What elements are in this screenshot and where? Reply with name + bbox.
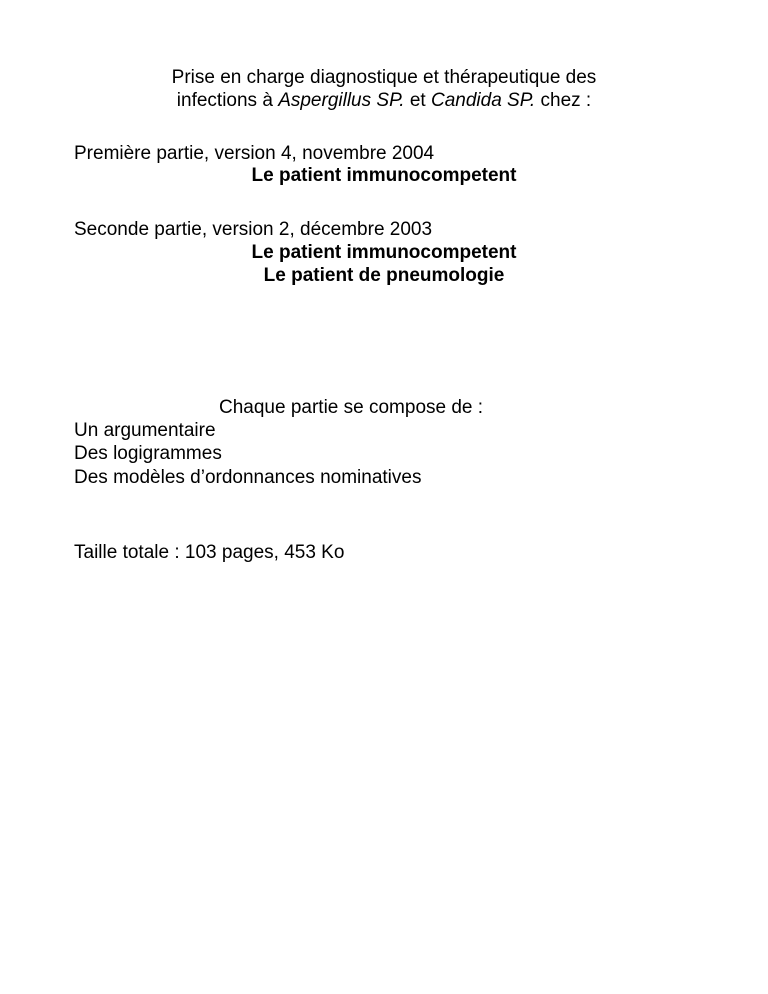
composition-item-3: Des modèles d’ordonnances nominatives [74,467,422,488]
total-size: Taille totale : 103 pages, 453 Ko [74,542,345,563]
organism-candida: Candida SP. [430,90,536,111]
title-line-2-suffix: chez : [535,90,592,111]
title-line-1: Prise en charge diagnostique et thérapeutique des [171,67,597,88]
part1-heading: Première partie, version 4, novembre 2004 [74,143,435,164]
part2-heading: Seconde partie, version 2, décembre 2003 [74,219,433,240]
part2-subject-1: Le patient immunocompetent [251,242,517,263]
composition-item-1: Un argumentaire [74,420,216,441]
part2-subject-2: Le patient de pneumologie [263,265,505,286]
composition-heading: Chaque partie se compose de : [219,397,484,418]
organism-aspergillus: Aspergillus SP. [278,90,405,111]
title-connector: et [404,90,431,111]
part1-subject-1: Le patient immunocompetent [251,165,517,186]
title-line-2-prefix: infections à [176,90,279,111]
title-line-2 [0,89,768,112]
composition-item-2: Des logigrammes [74,443,222,464]
